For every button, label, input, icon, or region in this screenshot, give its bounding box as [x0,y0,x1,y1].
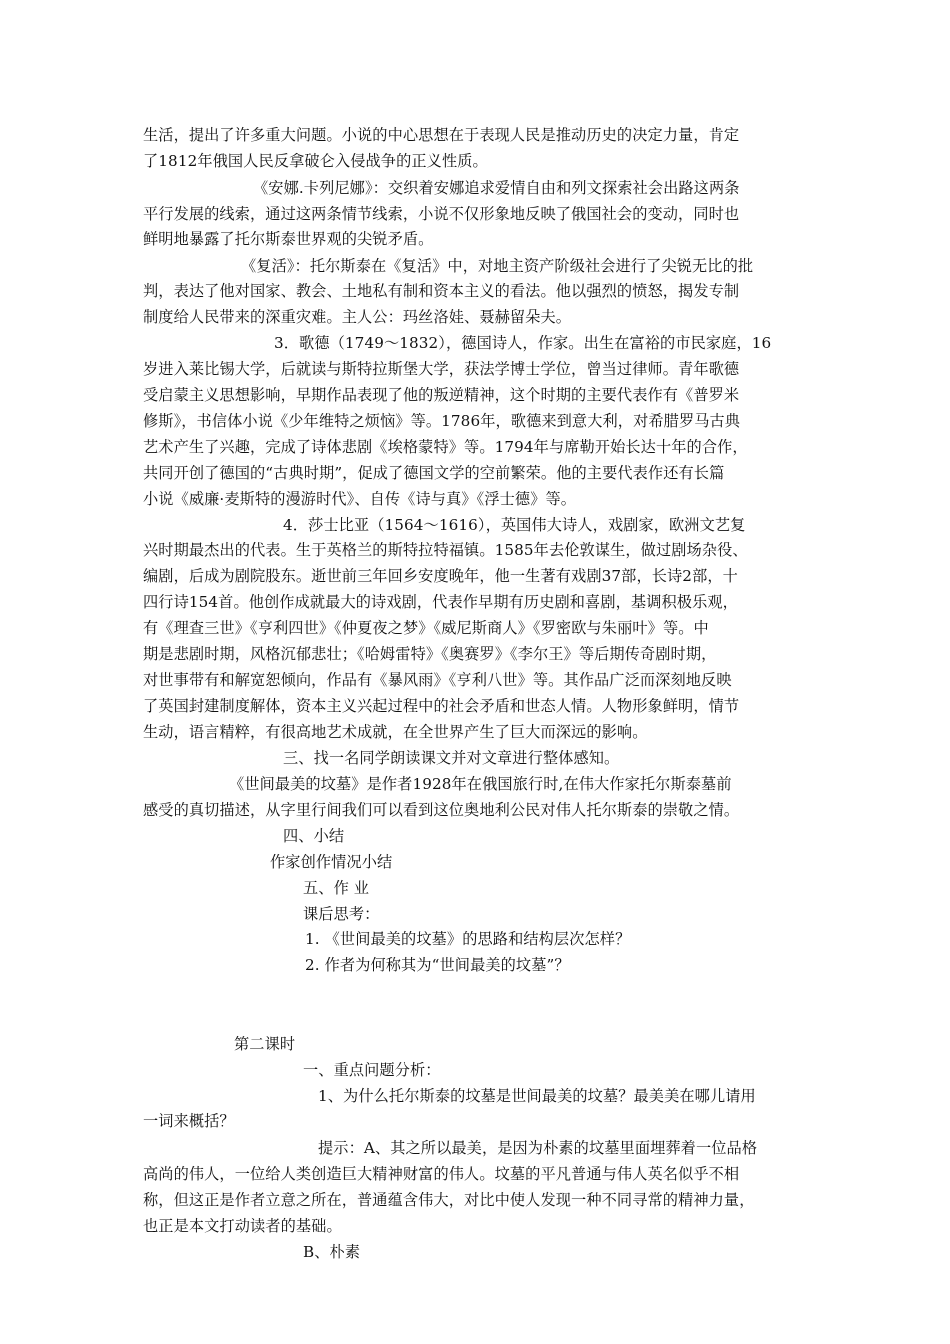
text-line: 称，但这正是作者立意之所在，普通蕴含伟大，对比中使人发现一种不同寻常的精神力量， [143,1191,755,1209]
text-line: 小说《威廉·麦斯特的漫游时代》、自传《诗与真》《浮士德》等。 [143,490,577,508]
text-line: 兴时期最杰出的代表。生于英格兰的斯特拉特福镇。1585年去伦敦谋生，做过剧场杂役、 [143,541,748,559]
text-line: 4．莎士比亚（1564～1616），英国伟大诗人，戏剧家，欧洲文艺复 [283,516,746,534]
text-line: 《复活》：托尔斯泰在《复活》中，对地主资产阶级社会进行了尖锐无比的批 [241,257,754,275]
text-line: 了英国封建制度解体，资本主义兴起过程中的社会矛盾和世态人情。人物形象鲜明，情节 [143,697,740,715]
text-line: 《安娜.卡列尼娜》：交织着安娜追求爱情自由和列文探索社会出路这两条 [253,179,740,197]
text-line: 课后思考： [303,905,380,923]
text-line: 三、找一名同学朗读课文并对文章进行整体感知。 [283,749,620,767]
text-line: 有《理查三世》《亨利四世》《仲夏夜之梦》《威尼斯商人》《罗密欧与朱丽叶》等。中 [143,619,709,637]
text-line: 提示：A、其之所以最美，是因为朴素的坟墓里面埋葬着一位品格 [318,1139,758,1157]
text-line: 3．歌德（1749～1832），德国诗人，作家。出生在富裕的市民家庭，16 [274,334,772,352]
text-line: 编剧，后成为剧院股东。逝世前三年回乡安度晚年，他一生著有戏剧37部，长诗2部，十 [143,567,738,585]
text-line: 期是悲剧时期，风格沉郁悲壮；《哈姆雷特》《奥赛罗》《李尔王》等后期传奇剧时期， [143,645,717,663]
text-line: 四行诗154首。他创作成就最大的诗戏剧，代表作早期有历史剧和喜剧，基调积极乐观， [143,593,738,611]
text-line: 修斯》，书信体小说《少年维特之烦恼》等。1786年，歌德来到意大利，对希腊罗马古典 [143,412,741,430]
text-line: 2. 作者为何称其为“世间最美的坟墓”？ [305,956,570,974]
text-line: 了1812年俄国人民反拿破仑入侵战争的正义性质。 [143,152,488,170]
text-line: 高尚的伟人，一位给人类创造巨大精神财富的伟人。坟墓的平凡普通与伟人英名似乎不相 [143,1165,740,1183]
text-line: 一、重点问题分析： [303,1061,441,1079]
text-line: 生活，提出了许多重大问题。小说的中心思想在于表现人民是推动历史的决定力量，肯定 [143,126,740,144]
text-line: 平行发展的线索，通过这两条情节线索，小说不仅形象地反映了俄国社会的变动，同时也 [143,205,740,223]
text-line: 四、小结 [283,827,345,845]
text-line: 一词来概括？ [143,1112,235,1130]
text-line: 对世事带有和解宽恕倾向，作品有《暴风雨》《亨利八世》等。其作品广泛而深刻地反映 [143,671,732,689]
text-line: 判，表达了他对国家、教会、土地私有制和资本主义的看法。他以强烈的愤怒，揭发专制 [143,282,740,300]
text-line: 1. 《世间最美的坟墓》的思路和结构层次怎样？ [305,930,631,948]
text-line: 1、为什么托尔斯泰的坟墓是世间最美的坟墓？最美美在哪儿请用 [318,1087,756,1105]
text-line: 艺术产生了兴趣，完成了诗体悲剧《埃格蒙特》等。1794年与席勒开始长达十年的合作， [143,438,748,456]
text-line: 也正是本文打动读者的基础。 [143,1217,342,1235]
text-line: 五、作 业 [303,879,370,897]
text-line: 生动，语言精粹，有很高地艺术成就，在全世界产生了巨大而深远的影响。 [143,723,648,741]
text-line: 制度给人民带来的深重灾难。主人公：玛丝洛娃、聂赫留朵夫。 [143,308,572,326]
text-line: 《世间最美的坟墓》是作者1928年在俄国旅行时,在伟大作家托尔斯泰墓前 [229,775,732,793]
text-line: 共同开创了德国的“古典时期”，促成了德国文学的空前繁荣。他的主要代表作还有长篇 [143,464,725,482]
text-line: B、朴素 [303,1243,361,1261]
text-line: 第二课时 [234,1035,296,1053]
text-line: 作家创作情况小结 [270,853,393,871]
text-line: 鲜明地暴露了托尔斯泰世界观的尖锐矛盾。 [143,230,434,248]
text-line: 受启蒙主义思想影响，早期作品表现了他的叛逆精神，这个时期的主要代表作有《普罗米 [143,386,740,404]
text-line: 感受的真切描述，从字里行间我们可以看到这位奥地利公民对伟人托尔斯泰的崇敬之情。 [143,801,740,819]
text-line: 岁进入莱比锡大学，后就读与斯特拉斯堡大学，获法学博士学位，曾当过律师。青年歌德 [143,360,740,378]
